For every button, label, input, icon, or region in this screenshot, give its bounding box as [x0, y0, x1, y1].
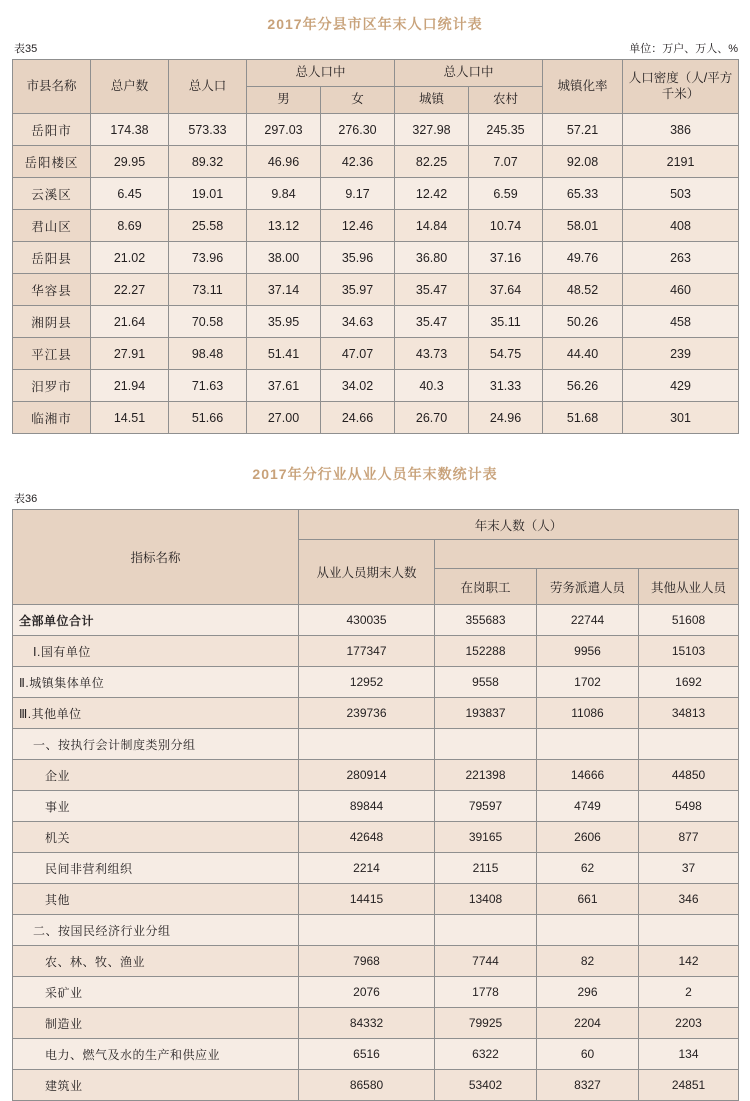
cell-dispatched-staff: 62 — [537, 853, 639, 884]
cell-total-population: 19.01 — [169, 178, 247, 210]
cell-male: 37.61 — [247, 370, 321, 402]
cell-other-staff: 51608 — [639, 605, 739, 636]
cell-households: 21.02 — [91, 242, 169, 274]
cell-households: 29.95 — [91, 146, 169, 178]
cell-on-post-staff: 2115 — [435, 853, 537, 884]
cell-urbanization-rate: 56.26 — [543, 370, 623, 402]
cell-total-employees: 177347 — [299, 636, 435, 667]
table35-title: 2017年分县市区年末人口统计表 — [267, 16, 483, 32]
table-row — [13, 884, 739, 915]
cell-urban: 327.98 — [395, 114, 469, 146]
cell-dispatched-staff: 9956 — [537, 636, 639, 667]
cell-county-name: 云溪区 — [13, 178, 91, 210]
cell-other-staff: 134 — [639, 1039, 739, 1070]
cell-county-name: 湘阴县 — [13, 306, 91, 338]
cell-population-density: 386 — [623, 114, 739, 146]
cell-male: 13.12 — [247, 210, 321, 242]
cell-rural: 7.07 — [469, 146, 543, 178]
cell-on-post-staff: 9558 — [435, 667, 537, 698]
table36-header-row-1 — [13, 510, 739, 540]
cell-rural: 6.59 — [469, 178, 543, 210]
cell-households: 14.51 — [91, 402, 169, 434]
cell-on-post-staff: 7744 — [435, 946, 537, 977]
cell-other-staff: 142 — [639, 946, 739, 977]
cell-female: 42.36 — [321, 146, 395, 178]
cell-other-staff: 37 — [639, 853, 739, 884]
cell-male: 35.95 — [247, 306, 321, 338]
table35-body — [13, 114, 739, 434]
th-population-density: 人口密度（人/平方千米） — [623, 60, 739, 114]
cell-county-name: 平江县 — [13, 338, 91, 370]
cell-other-staff: 2203 — [639, 1008, 739, 1039]
cell-total-population: 51.66 — [169, 402, 247, 434]
cell-rural: 37.16 — [469, 242, 543, 274]
th-female: 女 — [321, 87, 395, 114]
table-row — [13, 114, 739, 146]
cell-total-population: 70.58 — [169, 306, 247, 338]
table-row — [13, 822, 739, 853]
cell-urban: 40.3 — [395, 370, 469, 402]
cell-population-density: 458 — [623, 306, 739, 338]
th-subgroup-spacer — [435, 540, 739, 569]
th-group-residence: 总人口中 — [395, 60, 543, 87]
cell-households: 21.94 — [91, 370, 169, 402]
cell-male: 37.14 — [247, 274, 321, 306]
cell-county-name: 汨罗市 — [13, 370, 91, 402]
cell-rural: 24.96 — [469, 402, 543, 434]
cell-rural: 35.11 — [469, 306, 543, 338]
cell-male: 51.41 — [247, 338, 321, 370]
th-on-post-staff: 在岗职工 — [435, 569, 537, 605]
cell-dispatched-staff: 11086 — [537, 698, 639, 729]
cell-indicator-name: Ⅲ.其他单位 — [13, 698, 299, 729]
cell-total-employees: 12952 — [299, 667, 435, 698]
table-row — [13, 915, 739, 946]
th-group-year-end: 年末人数（人） — [299, 510, 739, 540]
cell-urban: 35.47 — [395, 306, 469, 338]
cell-dispatched-staff — [537, 729, 639, 760]
cell-total-population: 98.48 — [169, 338, 247, 370]
th-group-gender: 总人口中 — [247, 60, 395, 87]
cell-urbanization-rate: 50.26 — [543, 306, 623, 338]
cell-urbanization-rate: 49.76 — [543, 242, 623, 274]
cell-total-employees: 86580 — [299, 1070, 435, 1101]
employment-by-industry-table — [12, 509, 739, 1101]
cell-other-staff — [639, 729, 739, 760]
cell-rural: 54.75 — [469, 338, 543, 370]
table36-block — [0, 450, 750, 1101]
table-row — [13, 977, 739, 1008]
table-row — [13, 946, 739, 977]
cell-on-post-staff: 355683 — [435, 605, 537, 636]
cell-total-employees: 89844 — [299, 791, 435, 822]
cell-total-employees: 2214 — [299, 853, 435, 884]
cell-population-density: 460 — [623, 274, 739, 306]
cell-urbanization-rate: 57.21 — [543, 114, 623, 146]
cell-indicator-name: 一、按执行会计制度类别分组 — [13, 729, 299, 760]
cell-other-staff: 1692 — [639, 667, 739, 698]
table35-meta — [0, 34, 750, 59]
cell-other-staff: 24851 — [639, 1070, 739, 1101]
cell-households: 27.91 — [91, 338, 169, 370]
cell-total-population: 73.11 — [169, 274, 247, 306]
th-urbanization-rate: 城镇化率 — [543, 60, 623, 114]
th-urban: 城镇 — [395, 87, 469, 114]
cell-female: 35.97 — [321, 274, 395, 306]
cell-other-staff: 877 — [639, 822, 739, 853]
cell-dispatched-staff: 22744 — [537, 605, 639, 636]
cell-other-staff: 44850 — [639, 760, 739, 791]
th-other-staff: 其他从业人员 — [639, 569, 739, 605]
cell-female: 34.02 — [321, 370, 395, 402]
cell-indicator-name: 企业 — [13, 760, 299, 791]
cell-total-employees: 6516 — [299, 1039, 435, 1070]
cell-male: 27.00 — [247, 402, 321, 434]
cell-rural: 10.74 — [469, 210, 543, 242]
cell-dispatched-staff: 4749 — [537, 791, 639, 822]
cell-rural: 31.33 — [469, 370, 543, 402]
cell-total-employees: 42648 — [299, 822, 435, 853]
cell-male: 297.03 — [247, 114, 321, 146]
cell-urbanization-rate: 65.33 — [543, 178, 623, 210]
cell-urban: 36.80 — [395, 242, 469, 274]
table36-number: 表36 — [14, 493, 38, 505]
table-row — [13, 1070, 739, 1101]
table-row — [13, 1039, 739, 1070]
th-dispatched-staff: 劳务派遣人员 — [537, 569, 639, 605]
cell-urbanization-rate: 48.52 — [543, 274, 623, 306]
cell-urban: 14.84 — [395, 210, 469, 242]
cell-indicator-name: 二、按国民经济行业分组 — [13, 915, 299, 946]
th-male: 男 — [247, 87, 321, 114]
cell-on-post-staff: 13408 — [435, 884, 537, 915]
cell-female: 24.66 — [321, 402, 395, 434]
cell-total-population: 573.33 — [169, 114, 247, 146]
cell-county-name: 临湘市 — [13, 402, 91, 434]
cell-total-population: 73.96 — [169, 242, 247, 274]
cell-other-staff: 2 — [639, 977, 739, 1008]
cell-other-staff: 15103 — [639, 636, 739, 667]
cell-total-employees: 239736 — [299, 698, 435, 729]
table-row — [13, 667, 739, 698]
th-indicator-name: 指标名称 — [13, 510, 299, 605]
table-row — [13, 698, 739, 729]
cell-total-employees — [299, 729, 435, 760]
table-row — [13, 760, 739, 791]
cell-population-density: 2191 — [623, 146, 739, 178]
cell-dispatched-staff: 82 — [537, 946, 639, 977]
table-row — [13, 242, 739, 274]
cell-on-post-staff: 1778 — [435, 977, 537, 1008]
cell-male: 46.96 — [247, 146, 321, 178]
th-total-employees: 从业人员期末人数 — [299, 540, 435, 605]
cell-other-staff: 5498 — [639, 791, 739, 822]
cell-urbanization-rate: 51.68 — [543, 402, 623, 434]
table35-number: 表35 — [14, 43, 38, 55]
population-by-county-table — [12, 59, 739, 434]
table-row — [13, 853, 739, 884]
cell-indicator-name: 事业 — [13, 791, 299, 822]
cell-dispatched-staff — [537, 915, 639, 946]
cell-population-density: 239 — [623, 338, 739, 370]
cell-male: 9.84 — [247, 178, 321, 210]
cell-urban: 35.47 — [395, 274, 469, 306]
table36-title: 2017年分行业从业人员年末数统计表 — [252, 466, 498, 482]
cell-total-employees: 2076 — [299, 977, 435, 1008]
th-households: 总户数 — [91, 60, 169, 114]
cell-dispatched-staff: 296 — [537, 977, 639, 1008]
cell-dispatched-staff: 661 — [537, 884, 639, 915]
cell-indicator-name: 采矿业 — [13, 977, 299, 1008]
cell-households: 6.45 — [91, 178, 169, 210]
cell-urban: 82.25 — [395, 146, 469, 178]
cell-rural: 245.35 — [469, 114, 543, 146]
cell-other-staff: 34813 — [639, 698, 739, 729]
cell-indicator-name: Ⅱ.城镇集体单位 — [13, 667, 299, 698]
cell-dispatched-staff: 14666 — [537, 760, 639, 791]
table-row — [13, 636, 739, 667]
cell-on-post-staff: 193837 — [435, 698, 537, 729]
table-row — [13, 274, 739, 306]
cell-total-employees — [299, 915, 435, 946]
cell-urban: 43.73 — [395, 338, 469, 370]
cell-households: 22.27 — [91, 274, 169, 306]
table-row — [13, 210, 739, 242]
cell-total-employees: 7968 — [299, 946, 435, 977]
cell-other-staff: 346 — [639, 884, 739, 915]
cell-county-name: 岳阳楼区 — [13, 146, 91, 178]
cell-county-name: 华容县 — [13, 274, 91, 306]
cell-male: 38.00 — [247, 242, 321, 274]
cell-urbanization-rate: 58.01 — [543, 210, 623, 242]
cell-on-post-staff — [435, 915, 537, 946]
cell-indicator-name: Ⅰ.国有单位 — [13, 636, 299, 667]
cell-indicator-name: 其他 — [13, 884, 299, 915]
table-row — [13, 402, 739, 434]
th-county-name: 市县名称 — [13, 60, 91, 114]
table-row — [13, 146, 739, 178]
cell-indicator-name: 机关 — [13, 822, 299, 853]
cell-female: 276.30 — [321, 114, 395, 146]
table-row — [13, 791, 739, 822]
cell-total-population: 89.32 — [169, 146, 247, 178]
table35-unit-note: 单位：万户、万人、% — [629, 43, 738, 55]
cell-households: 174.38 — [91, 114, 169, 146]
cell-total-population: 25.58 — [169, 210, 247, 242]
table-row — [13, 605, 739, 636]
cell-indicator-name: 建筑业 — [13, 1070, 299, 1101]
table-row — [13, 1008, 739, 1039]
th-rural: 农村 — [469, 87, 543, 114]
cell-households: 21.64 — [91, 306, 169, 338]
cell-total-population: 71.63 — [169, 370, 247, 402]
cell-other-staff — [639, 915, 739, 946]
cell-county-name: 君山区 — [13, 210, 91, 242]
cell-on-post-staff: 53402 — [435, 1070, 537, 1101]
cell-on-post-staff: 79925 — [435, 1008, 537, 1039]
cell-total-employees: 430035 — [299, 605, 435, 636]
cell-female: 35.96 — [321, 242, 395, 274]
cell-rural: 37.64 — [469, 274, 543, 306]
cell-population-density: 301 — [623, 402, 739, 434]
cell-dispatched-staff: 8327 — [537, 1070, 639, 1101]
cell-dispatched-staff: 2606 — [537, 822, 639, 853]
cell-total-employees: 84332 — [299, 1008, 435, 1039]
cell-female: 9.17 — [321, 178, 395, 210]
table-row — [13, 338, 739, 370]
cell-urban: 12.42 — [395, 178, 469, 210]
cell-female: 47.07 — [321, 338, 395, 370]
cell-female: 12.46 — [321, 210, 395, 242]
cell-county-name: 岳阳市 — [13, 114, 91, 146]
cell-on-post-staff: 39165 — [435, 822, 537, 853]
cell-indicator-name: 电力、燃气及水的生产和供应业 — [13, 1039, 299, 1070]
table-row — [13, 370, 739, 402]
table-row — [13, 729, 739, 760]
cell-indicator-name: 农、林、牧、渔业 — [13, 946, 299, 977]
cell-indicator-name: 民间非营利组织 — [13, 853, 299, 884]
cell-urbanization-rate: 92.08 — [543, 146, 623, 178]
cell-on-post-staff: 79597 — [435, 791, 537, 822]
cell-on-post-staff: 152288 — [435, 636, 537, 667]
cell-population-density: 408 — [623, 210, 739, 242]
th-total-population: 总人口 — [169, 60, 247, 114]
table-row — [13, 306, 739, 338]
cell-total-employees: 14415 — [299, 884, 435, 915]
cell-indicator-name: 全部单位合计 — [13, 605, 299, 636]
cell-urbanization-rate: 44.40 — [543, 338, 623, 370]
cell-urban: 26.70 — [395, 402, 469, 434]
cell-total-employees: 280914 — [299, 760, 435, 791]
cell-on-post-staff: 6322 — [435, 1039, 537, 1070]
cell-female: 34.63 — [321, 306, 395, 338]
cell-population-density: 503 — [623, 178, 739, 210]
table36-meta — [0, 484, 750, 509]
cell-county-name: 岳阳县 — [13, 242, 91, 274]
cell-dispatched-staff: 2204 — [537, 1008, 639, 1039]
table35-header-row-1 — [13, 60, 739, 87]
cell-indicator-name: 制造业 — [13, 1008, 299, 1039]
cell-dispatched-staff: 1702 — [537, 667, 639, 698]
table-row — [13, 178, 739, 210]
table36-body — [13, 605, 739, 1101]
cell-dispatched-staff: 60 — [537, 1039, 639, 1070]
cell-on-post-staff — [435, 729, 537, 760]
cell-population-density: 263 — [623, 242, 739, 274]
cell-households: 8.69 — [91, 210, 169, 242]
cell-population-density: 429 — [623, 370, 739, 402]
cell-on-post-staff: 221398 — [435, 760, 537, 791]
